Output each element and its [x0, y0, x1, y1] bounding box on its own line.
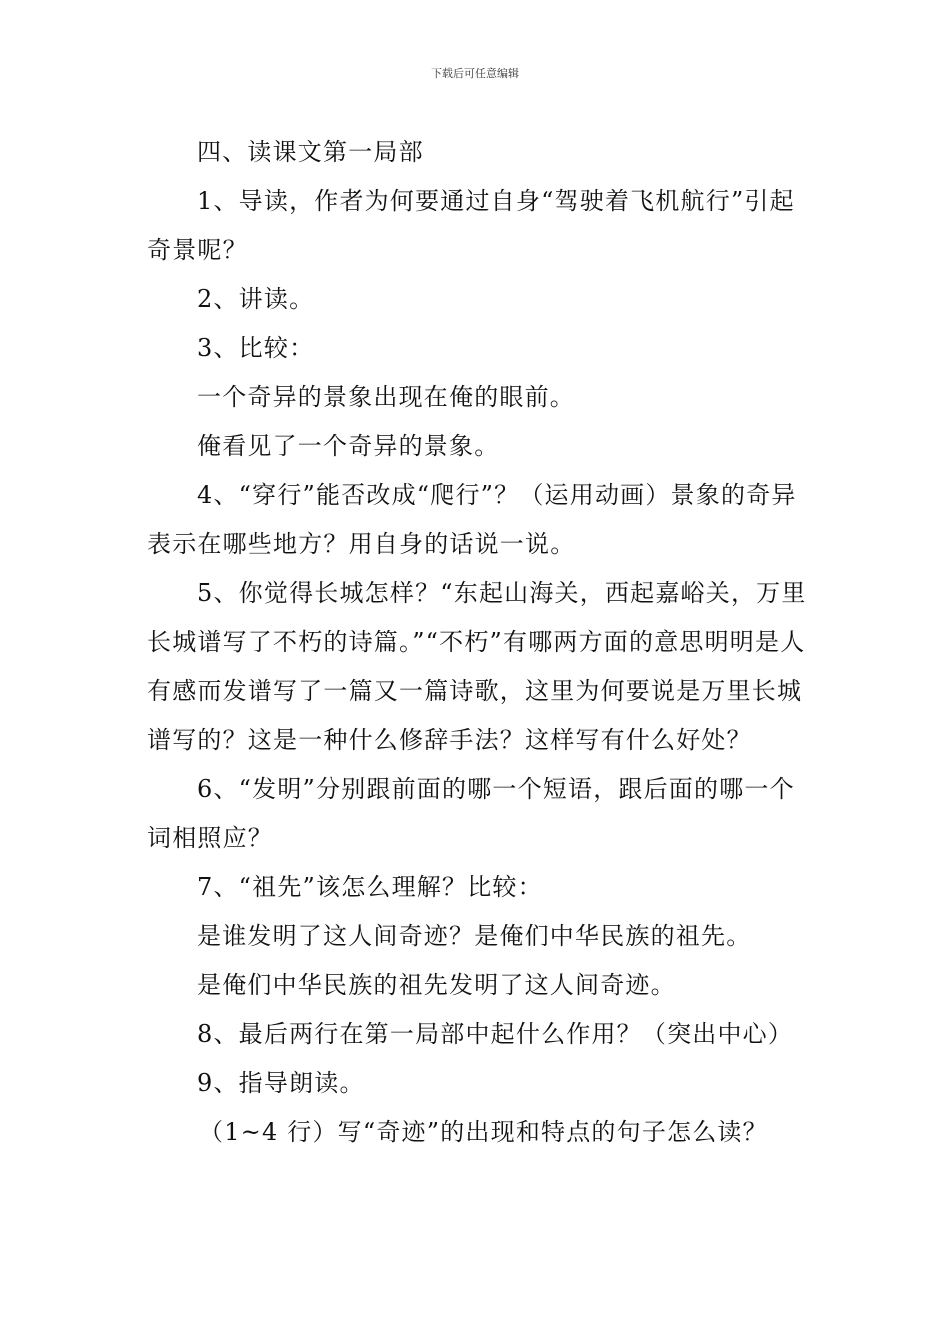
paragraph-item-9: 9、指导朗读。	[197, 1069, 365, 1097]
section-heading: 四、读课文第一局部	[197, 138, 424, 166]
paragraph-item-7: 7、“祖先”该怎么理解？比较：	[197, 873, 543, 901]
paragraph-item-4: 4、“穿行”能否改成“爬行”？（运用动画）景象的奇异表示在哪些地方？用自身的话说一说。	[147, 481, 797, 558]
paragraph-item-3: 3、比较：	[197, 334, 315, 362]
paragraph-item-6: 6、“发明”分别跟前面的哪一个短语，跟后面的哪一个词相照应？	[147, 775, 795, 852]
page-header-note: 下载后可任意编辑	[431, 67, 519, 80]
paragraph-item-2: 2、讲读。	[197, 285, 315, 313]
paragraph-item-8: 8、最后两行在第一局部中起什么作用？（突出中心）	[197, 1020, 794, 1048]
comparison-sentence-b: 俺看见了一个奇异的景象。	[197, 432, 500, 460]
reading-guide-question: （1~4 行）写“奇迹”的出现和特点的句子怎么读？	[199, 1118, 768, 1146]
document-body	[147, 128, 807, 1157]
comparison-sentence-c: 是谁发明了这人间奇迹？是俺们中华民族的祖先。	[197, 922, 752, 950]
paragraph-item-1: 1、导读，作者为何要通过自身“驾驶着飞机航行”引起奇景呢？	[147, 187, 795, 264]
comparison-sentence-a: 一个奇异的景象出现在俺的眼前。	[197, 383, 575, 411]
paragraph-item-5: 5、你觉得长城怎样？“东起山海关，西起嘉峪关，万里长城谱写了不朽的诗篇。”“不朽”有哪两方面的意思明明是人有感而发谱写了一篇又一篇诗歌，这里为何要说是万里长城谱写的？这是一种什么修辞手法？这样写有什么好处？	[147, 579, 807, 754]
comparison-sentence-d: 是俺们中华民族的祖先发明了这人间奇迹。	[197, 971, 676, 999]
